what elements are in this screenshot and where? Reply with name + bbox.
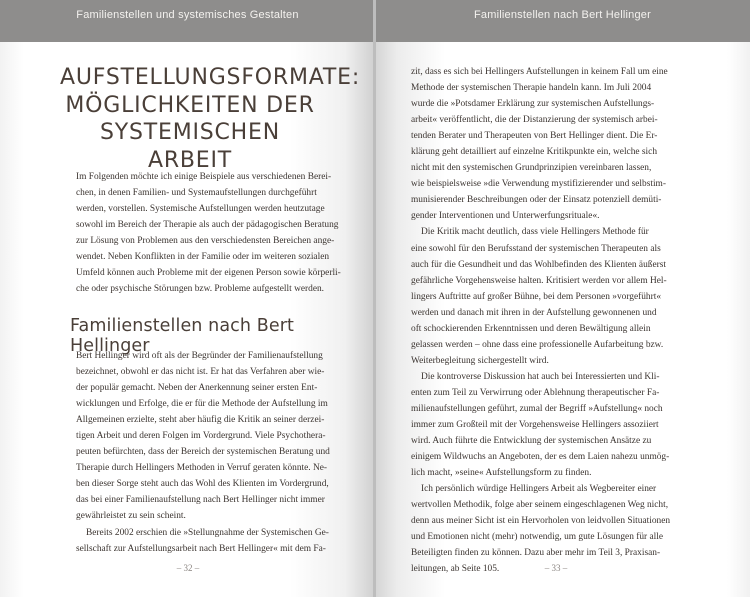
section-line: tigen Arbeit und deren Folgen im Vordergrund. Viele Psychothera-	[76, 431, 326, 442]
body-line: wie beispielsweise »die Verwendung mystifizierender und selbstim-	[411, 179, 666, 190]
body-line: immer zum Großteil mit der Vorgehensweise Hellingers assoziiert	[411, 420, 659, 431]
section-line: peuten befürchten, dass der Bereich der systemischen Beratung und	[76, 447, 330, 458]
chapter-title-line-2: MÖGLICHKEITEN DER	[65, 92, 315, 118]
intro-paragraph	[76, 169, 343, 297]
section-line: Bereits 2002 erschien die »Stellungnahme der Systemischen Ge-	[86, 527, 329, 538]
body-line: wurde die »Potsdamer Erklärung zur systemischen Aufstellungs-	[411, 99, 655, 110]
body-line: wird. Auch führte die Entwicklung der systemischen Ansätze zu	[411, 436, 652, 447]
body-line: wertvollen Methodik, folge aber seinem eingeschlagenen Weg nicht,	[411, 500, 669, 511]
chapter-title-line-1: AUFSTELLUNGSFORMATE:	[60, 65, 361, 90]
body-line: Weiterbegleitung sichergestellt wird.	[411, 355, 549, 366]
running-head-right: Familienstellen nach Bert Hellinger	[375, 0, 750, 42]
body-line: denn aus meiner Sicht ist ein Hervorholen von leidvollen Situationen	[411, 516, 671, 527]
body-line: werden und danach mit ihren in der Aufstellung gewonnenen und	[411, 307, 657, 318]
body-line: Die kontroverse Diskussion hat auch bei Interessierten und Kli-	[421, 371, 660, 382]
section-line: der populär gemacht. Neben der Anerkennung seiner ersten Ent-	[76, 383, 318, 394]
body-line: tenden Berater und Therapeuten von Bert Hellinger dient. Die Er-	[411, 131, 658, 142]
book-gutter	[373, 0, 376, 597]
body-line: gefährliche Vorgehensweise halten. Kritisiert werden vor allem Hel-	[411, 275, 667, 286]
section-paragraph	[76, 348, 343, 557]
page-number-right: – 33 –	[544, 563, 568, 573]
intro-line: werden, vorstellen. Systemische Aufstellungen werden heutzutage	[76, 204, 325, 215]
section-line: Bert Hellinger wird oft als der Begründer der Familienaufstellung	[76, 351, 323, 361]
intro-line: sowohl im Bereich der Therapie als auch der pädagogischen Beratung	[76, 220, 339, 231]
intro-line: che oder psychische Störungen bzw. Probleme aufgestellt werden.	[76, 284, 325, 295]
body-line: lich macht, »seine« Aufstellungsform zu finden.	[411, 468, 592, 479]
section-line: gewährleistet zu sein scheint.	[76, 511, 186, 522]
body-line: arbeit« veröffentlicht, die der Distanzierung der systemisch arbei-	[411, 115, 658, 126]
running-head-left: Familienstellen und systemisches Gestalten	[0, 0, 375, 42]
intro-line: chen, in denen Familien- und Systemaufstellungen durchgeführt	[76, 188, 317, 199]
body-line: nicht mit den systemischen Grundprinzipien vereinbaren lassen,	[411, 163, 652, 174]
right-page	[375, 0, 750, 597]
section-line: sellschaft zur Aufstellungsarbeit nach Bert Hellinger« mit dem Fa-	[76, 543, 326, 554]
body-line: gelassen werden – ohne dass eine professionelle Aufarbeitung bzw.	[411, 339, 664, 350]
body-line: und Emotionen nicht (mehr) notwendig, um gute Lösungen für alle	[411, 532, 664, 543]
body-line: oft schockierenden Erkenntnissen und deren Bewältigung allein	[411, 323, 651, 334]
body-line: Die Kritik macht deutlich, dass viele Hellingers Methode für	[421, 227, 649, 238]
body-line: munisierender Beschreibungen oder der Einsatz potenziell demüti-	[411, 195, 662, 206]
body-line: einigem Wildwuchs an Angeboten, der es dem Laien nahezu unmög-	[411, 452, 670, 463]
body-line: auch für die Gesundheit und das Wohlbefinden des Klienten äußerst	[411, 259, 666, 270]
intro-line: Im Folgenden möchte ich einige Beispiele aus verschiedenen Berei-	[76, 172, 332, 182]
section-title: Familienstellen nach Bert Hellinger	[70, 316, 294, 356]
section-line: wicklungen und Erfolge, die er für die Methode der Aufstellung im	[76, 399, 328, 410]
section-line: ben dieser Sorge steht auch das Wohl des Klienten im Vordergrund,	[76, 479, 329, 490]
body-line: lingers Auftritte auf großer Bühne, bei dem Personen »vorgeführt«	[411, 291, 662, 302]
chapter-title	[60, 64, 361, 174]
body-line: Ich persönlich würdige Hellingers Arbeit als Wegbereiter einer	[421, 484, 657, 495]
body-line: Beteiligten finden zu können. Dazu aber mehr im Teil 3, Praxisan-	[411, 548, 661, 559]
body-line: leitungen, ab Seite 105.	[411, 564, 500, 575]
body-line: zit, dass es sich bei Hellingers Aufstellungen in keinem Fall um eine	[411, 67, 668, 77]
body-line: milienaufstellungen geführt, zumal der Begriff »Aufstellung« noch	[411, 403, 663, 414]
body-line: eine sowohl für den Berufsstand der systemischen Therapeuten als	[411, 243, 661, 254]
body-line: Methode der systemischen Therapie handeln kann. Im Juli 2004	[411, 83, 652, 94]
right-body-text	[411, 64, 679, 578]
intro-line: wendet. Neben Konflikten in der Familie oder im weiteren sozialen	[76, 252, 330, 263]
body-line: klärung geht detailliert auf einzelne Kritikpunkte ein, welche sich	[411, 147, 658, 158]
section-line: das bei einer Familienaufstellung nach Bert Hellinger nicht immer	[76, 495, 325, 506]
body-line: gender Interventionen und Unterwerfungsrituale«.	[411, 211, 600, 222]
chapter-title-line-3: SYSTEMISCHEN ARBEIT	[99, 120, 280, 173]
intro-line: Umfeld können auch Probleme mit der eigenen Person sowie körperli-	[76, 268, 341, 279]
section-line: Allgemeinen erzielte, steht aber häufig die Kritik an seiner derzei-	[76, 415, 325, 426]
section-line: Therapie durch Hellingers Methoden in Verruf geraten könnte. Ne-	[76, 463, 328, 474]
page-number-left: – 32 –	[176, 563, 200, 573]
intro-line: zur Lösung von Problemen aus den verschiedensten Bereichen ange-	[76, 236, 335, 247]
body-line: enten zum Teil zu Verwirrung oder Ablehnung therapeutischer Fa-	[411, 387, 660, 398]
section-line: bezeichnet, obwohl er das nicht ist. Er hat das Verfahren aber wie-	[76, 367, 325, 378]
